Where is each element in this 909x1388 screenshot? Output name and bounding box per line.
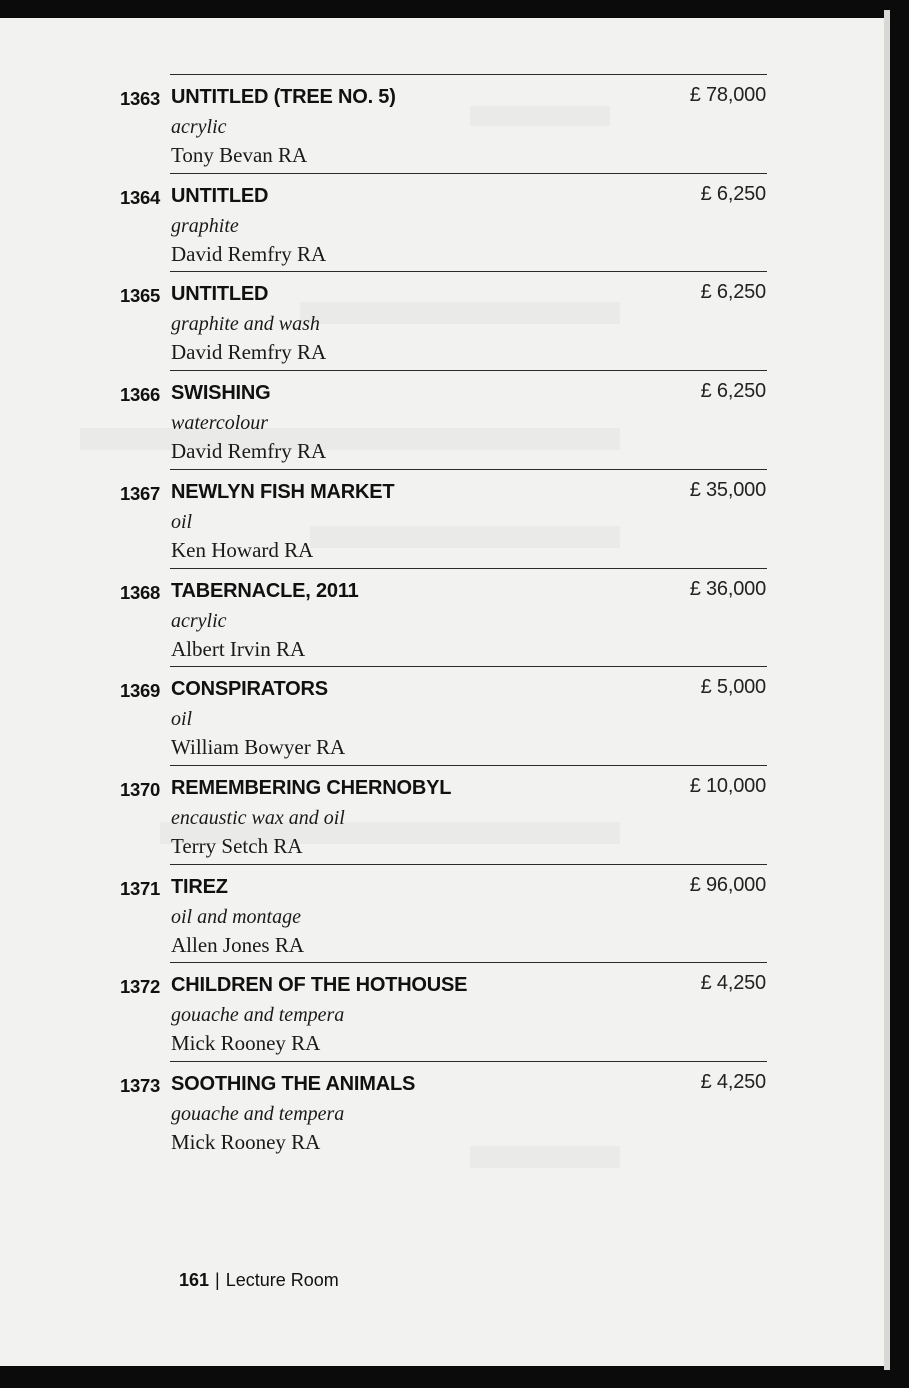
- entry-medium: encaustic wax and oil: [171, 806, 345, 829]
- entry-artist: Ken Howard RA: [171, 537, 314, 562]
- catalogue-page: [0, 18, 884, 1366]
- entry-number: 1373: [120, 1075, 160, 1096]
- entry-medium: graphite: [171, 214, 239, 237]
- entry-title: CONSPIRATORS: [171, 678, 328, 701]
- catalogue-entry: [0, 765, 884, 863]
- entry-divider: [170, 271, 767, 272]
- entry-divider: [170, 469, 767, 470]
- entry-price: £ 5,000: [700, 676, 766, 699]
- entry-price: £ 96,000: [689, 873, 766, 896]
- entry-artist: William Bowyer RA: [171, 735, 346, 760]
- entry-divider: [170, 568, 767, 569]
- entry-divider: [170, 666, 767, 667]
- entry-artist: Tony Bevan RA: [171, 143, 308, 167]
- entry-price: £ 4,250: [700, 972, 766, 995]
- catalogue-entry: [0, 864, 884, 962]
- entry-artist: Mick Rooney RA: [171, 1031, 321, 1056]
- entry-medium: oil: [171, 510, 193, 533]
- entry-title: CHILDREN OF THE HOTHOUSE: [171, 974, 468, 997]
- entry-artist: Mick Rooney RA: [171, 1130, 321, 1154]
- catalogue-entry: [0, 74, 884, 172]
- footer-separator: |: [215, 1270, 220, 1290]
- entry-medium: acrylic: [171, 116, 227, 138]
- entry-divider: [170, 173, 767, 174]
- entry-artist: David Remfry RA: [171, 340, 327, 365]
- entry-title: UNTITLED: [171, 283, 269, 306]
- entry-price: £ 4,250: [700, 1071, 766, 1093]
- entry-number: 1370: [120, 778, 160, 800]
- entry-title: TABERNACLE, 2011: [171, 579, 359, 602]
- catalogue-entry: [0, 173, 884, 271]
- entry-number: 1372: [120, 976, 160, 998]
- entry-price: £ 6,250: [700, 182, 766, 205]
- entry-divider: [170, 370, 767, 371]
- entry-number: 1367: [120, 482, 160, 504]
- entry-price: £ 78,000: [689, 84, 766, 106]
- entry-divider: [170, 864, 767, 865]
- entry-medium: gouache and tempera: [171, 1004, 345, 1027]
- entry-number: 1365: [120, 285, 160, 307]
- entry-medium: oil: [171, 708, 193, 731]
- entry-number: 1363: [120, 88, 160, 109]
- entry-title: TIREZ: [171, 875, 228, 898]
- entry-number: 1368: [120, 581, 160, 603]
- entry-price: £ 6,250: [700, 281, 766, 304]
- catalogue-entry: [0, 962, 884, 1060]
- room-name: Lecture Room: [225, 1270, 339, 1290]
- entry-medium: acrylic: [171, 609, 227, 632]
- entry-medium: gouache and tempera: [171, 1103, 345, 1125]
- entry-title: SWISHING: [171, 382, 271, 405]
- catalogue-entry: [0, 568, 884, 666]
- entry-number: 1371: [120, 877, 160, 899]
- entry-divider: [170, 74, 767, 75]
- entry-number: 1369: [120, 680, 160, 702]
- entry-artist: David Remfry RA: [171, 241, 327, 266]
- entry-artist: Albert Irvin RA: [171, 636, 306, 661]
- entry-medium: oil and montage: [171, 905, 301, 928]
- entry-number: 1364: [120, 186, 160, 208]
- entry-medium: graphite and wash: [171, 313, 320, 336]
- entry-title: NEWLYN FISH MARKET: [171, 480, 395, 503]
- entry-title: UNTITLED: [171, 184, 269, 207]
- catalogue-entry: [0, 469, 884, 567]
- entry-divider: [170, 765, 767, 766]
- catalogue-entry: [0, 370, 884, 468]
- entry-price: £ 6,250: [700, 380, 766, 403]
- entry-artist: Terry Setch RA: [171, 833, 303, 858]
- entry-title: REMEMBERING CHERNOBYL: [171, 776, 452, 799]
- catalogue-entry: [0, 1061, 884, 1159]
- entry-divider: [170, 962, 767, 963]
- entry-title: SOOTHING THE ANIMALS: [171, 1073, 416, 1095]
- entry-price: £ 35,000: [689, 478, 766, 501]
- page-footer: [179, 1270, 339, 1291]
- entry-number: 1366: [120, 384, 160, 406]
- entry-price: £ 36,000: [689, 577, 766, 600]
- entry-artist: David Remfry RA: [171, 439, 327, 464]
- entry-medium: watercolour: [171, 412, 269, 435]
- catalogue-entry: [0, 271, 884, 369]
- entry-artist: Allen Jones RA: [171, 932, 304, 957]
- entry-title: UNTITLED (TREE NO. 5): [171, 86, 396, 108]
- entry-price: £ 10,000: [689, 774, 766, 797]
- catalogue-entry: [0, 666, 884, 764]
- page-number: 161: [179, 1270, 210, 1290]
- page-edge: [884, 10, 890, 1370]
- entry-divider: [170, 1061, 767, 1062]
